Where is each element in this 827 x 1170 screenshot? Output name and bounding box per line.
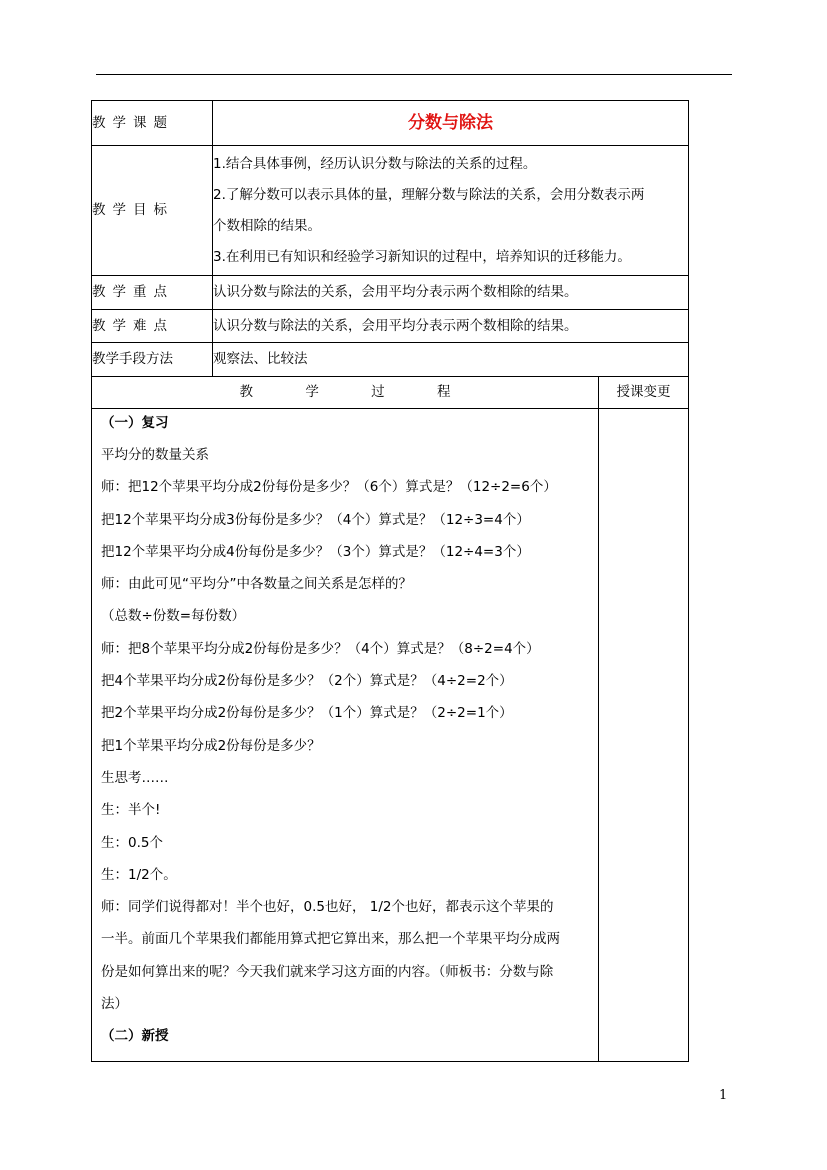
process-line: 把2个苹果平均分成2份每份是多少？（1个）算式是？（2÷2=1个） [101,705,513,722]
process-header-char: 过 [371,384,385,401]
process-header-char: 教 [239,384,254,401]
section-heading: （二）新授 [101,1028,169,1045]
process-line: 师：把8个苹果平均分成2份每份是多少？（4个）算式是？（8÷2=4个） [101,640,540,657]
page-number: 1 [719,1088,728,1103]
process-line: 法） [101,996,128,1013]
objective-line: 个数相除的结果。 [213,217,321,234]
row-process [92,409,689,1062]
row-objectives [92,146,689,276]
change-notes-cell [599,409,689,1062]
process-line: 生：半个! [101,802,161,819]
process-header [92,377,599,409]
objectives-list [213,146,689,276]
process-line: 把12个苹果平均分成3份每份是多少？（4个）算式是？（12÷3=4个） [101,511,530,528]
objective-line: 3.在利用已有知识和经验学习新知识的过程中，培养知识的迁移能力。 [213,248,631,265]
process-line: 师：同学们说得都对！半个也好，0.5也好， 1/2个也好，都表示这个苹果的 [101,899,554,916]
process-line: 份是如何算出来的呢？今天我们就来学习这方面的内容。（师板书：分数与除 [101,963,554,980]
process-line: （总数÷份数=每份数） [101,608,246,625]
process-line: 一半。前面几个苹果我们都能用算式把它算出来，那么把一个苹果平均分成两 [101,931,560,948]
process-line: 生：1/2个。 [101,866,177,883]
process-line: 师：把12个苹果平均分成2份每份是多少？（6个）算式是？（12÷2=6个） [101,479,557,496]
process-line: 把1个苹果平均分成2份每份是多少？ [101,737,321,754]
label-key-points: 教学重点 [92,276,213,310]
objective-line: 1.结合具体事例，经历认识分数与除法的关系的过程。 [213,155,537,172]
methods-text: 观察法、比较法 [213,343,689,377]
label-methods: 教学手段方法 [92,343,213,377]
key-points-text: 认识分数与除法的关系，会用平均分表示两个数相除的结果。 [213,276,689,310]
difficulties-text: 认识分数与除法的关系，会用平均分表示两个数相除的结果。 [213,310,689,343]
row-difficulties [92,310,689,343]
process-line: 生：0.5个 [101,834,163,851]
process-line: 把4个苹果平均分成2份每份是多少？（2个）算式是？（4÷2=2个） [101,673,513,690]
label-difficulties: 教学难点 [92,310,213,343]
process-header-char: 学 [305,384,319,401]
lesson-plan-table [91,100,689,1062]
row-methods [92,343,689,377]
row-process-header [92,377,689,409]
process-line: 平均分的数量关系 [101,447,209,463]
process-content [92,409,599,1062]
lesson-title: 分数与除法 [213,101,689,146]
header-rule [96,74,732,75]
process-line: 师：由此可见“平均分”中各数量之间关系是怎样的？ [101,576,412,593]
label-topic: 教学课题 [92,101,213,146]
row-key-points [92,276,689,310]
change-header: 授课变更 [599,377,689,409]
row-topic [92,101,689,146]
process-line: 把12个苹果平均分成4份每份是多少？（3个）算式是？（12÷4=3个） [101,543,530,560]
process-line: 生思考…… [101,769,169,786]
process-header-char: 程 [436,384,451,401]
objective-line: 2.了解分数可以表示具体的量，理解分数与除法的关系，会用分数表示两 [213,186,645,203]
section-heading: （一）复习 [101,415,169,431]
label-objectives: 教学目标 [92,146,213,276]
